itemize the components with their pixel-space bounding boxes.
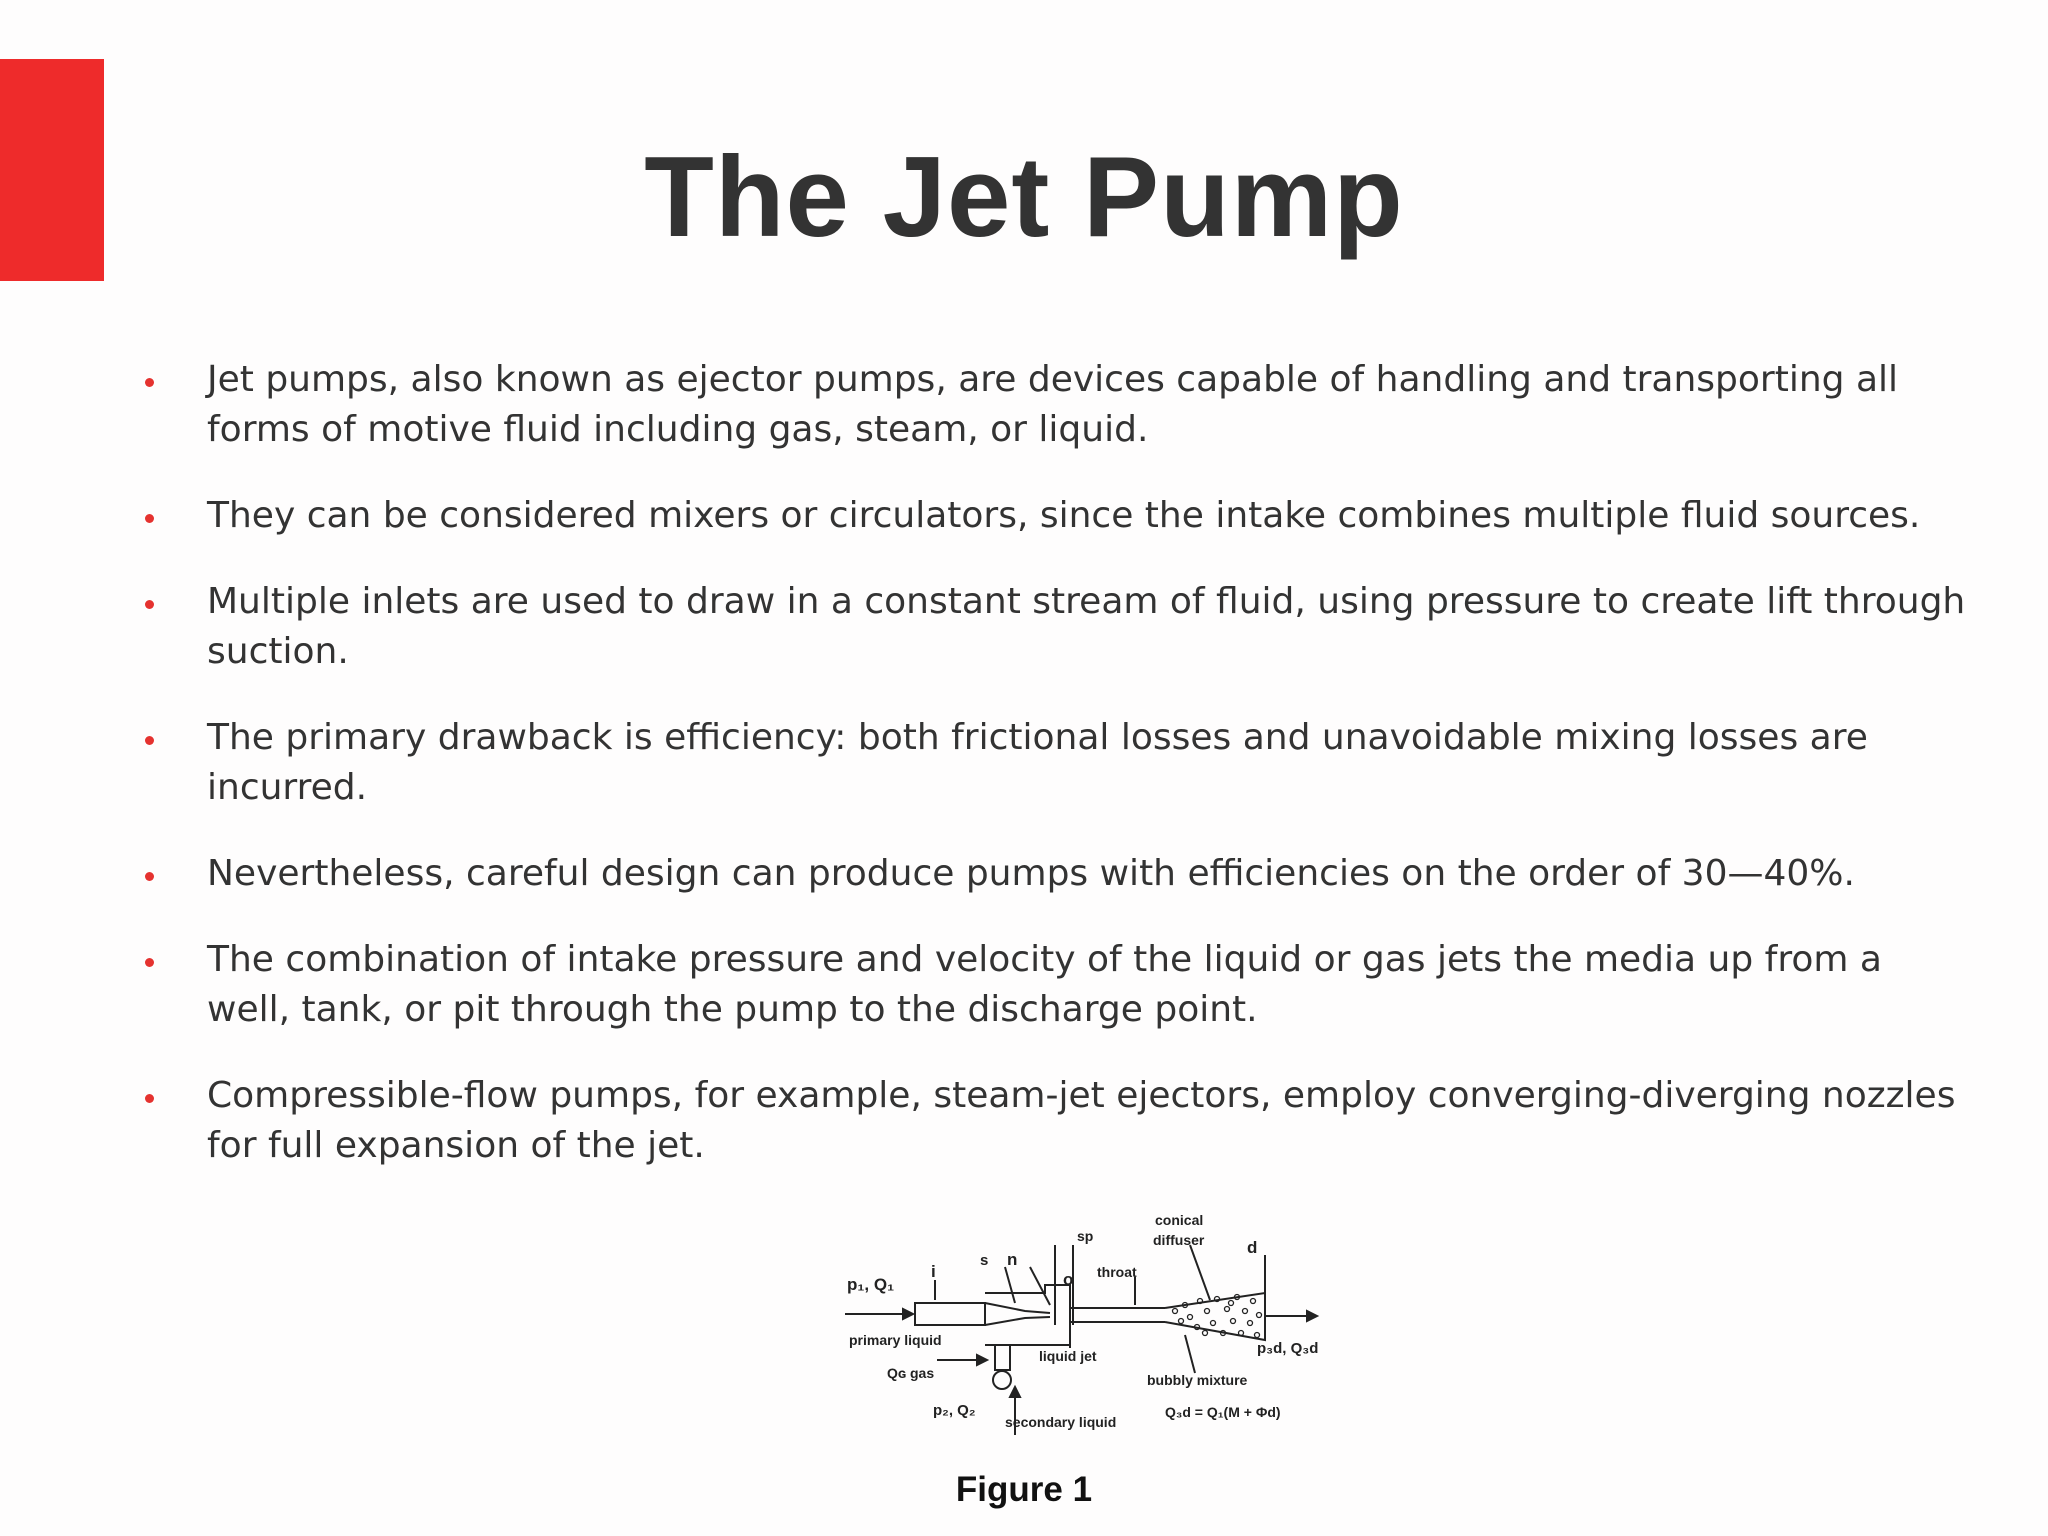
label-secondary-liquid: secondary liquid xyxy=(1005,1414,1117,1430)
label-diffuser: diffuser xyxy=(1153,1232,1205,1248)
nozzle xyxy=(985,1303,1050,1325)
leader-diffuser xyxy=(1190,1245,1210,1300)
leader-s xyxy=(1005,1267,1015,1303)
bullet-text: Compressible-flow pumps, for example, steam-jet ejectors, employ converging-diverging nozzles for full expansion of the jet. xyxy=(207,1075,1956,1166)
bullet-item xyxy=(140,849,1970,899)
bullet-text: Jet pumps, also known as ejector pumps, are devices capable of handling and transporting all forms of motive fluid including gas, steam, or liquid. xyxy=(207,359,1899,450)
bullet-text: Multiple inlets are used to draw in a constant stream of fluid, using pressure to create lift through suction. xyxy=(207,581,1966,672)
label-s: s xyxy=(980,1252,989,1269)
label-q3d-equation: Q₃d = Q₁(M + Φd) xyxy=(1165,1404,1281,1420)
suction-chamber xyxy=(985,1285,1070,1345)
bullet-item xyxy=(140,355,1970,455)
label-conical: conical xyxy=(1155,1212,1204,1228)
bullet-dot-icon xyxy=(145,514,154,523)
bullet-text: Nevertheless, careful design can produce pumps with efficiencies on the order of 30—40%. xyxy=(207,853,1855,894)
bullet-dot-icon xyxy=(145,736,154,745)
label-p1-q1: p₁, Q₁ xyxy=(847,1275,895,1294)
secondary-flow-arrowhead xyxy=(1010,1387,1020,1397)
outlet-flow-arrowhead xyxy=(1307,1311,1317,1321)
label-bubbly-mixture: bubbly mixture xyxy=(1147,1372,1248,1388)
bullet-dot-icon xyxy=(145,958,154,967)
bullet-dot-icon xyxy=(145,872,154,881)
label-o: o xyxy=(1063,1270,1074,1289)
figure-caption: Figure 1 xyxy=(955,1470,1093,1509)
bullet-dot-icon xyxy=(145,378,154,387)
jet-pump-diagram xyxy=(845,1205,1345,1445)
secondary-inlet xyxy=(995,1345,1010,1370)
label-throat: throat xyxy=(1097,1264,1137,1280)
gas-inlet-fitting xyxy=(993,1371,1011,1389)
bullet-item xyxy=(140,713,1970,813)
throat-tube xyxy=(1070,1308,1165,1322)
bullet-text: The primary drawback is efficiency: both frictional losses and unavoidable mixing losses are incurred. xyxy=(207,717,1868,808)
primary-inlet-pipe xyxy=(915,1303,985,1325)
label-n: n xyxy=(1007,1250,1018,1269)
label-p3d-q3d: p₃d, Q₃d xyxy=(1257,1340,1319,1357)
label-i: i xyxy=(931,1262,936,1281)
bullet-item xyxy=(140,935,1970,1035)
label-p2-q2: p₂, Q₂ xyxy=(933,1402,976,1419)
label-sp: sp xyxy=(1077,1228,1094,1244)
label-d: d xyxy=(1247,1238,1258,1257)
bullet-item xyxy=(140,491,1970,541)
leader-bubbly xyxy=(1185,1335,1195,1373)
jet-pump-diagram-svg xyxy=(845,1205,1345,1445)
bullet-text: They can be considered mixers or circulators, since the intake combines multiple fluid sources. xyxy=(207,495,1921,536)
bullet-list xyxy=(140,355,1970,1207)
label-liquid-jet: liquid jet xyxy=(1039,1348,1097,1364)
primary-flow-arrowhead xyxy=(903,1309,913,1319)
label-qg-gas: Qɢ gas xyxy=(887,1365,935,1381)
bullet-item xyxy=(140,577,1970,677)
slide-title: The Jet Pump xyxy=(644,134,1404,261)
bullet-text: The combination of intake pressure and velocity of the liquid or gas jets the media up from a well, tank, or pit through the pump to the discharge point. xyxy=(207,939,1882,1030)
bullet-dot-icon xyxy=(145,1094,154,1103)
bullet-dot-icon xyxy=(145,600,154,609)
bullet-item xyxy=(140,1071,1970,1171)
label-primary-liquid: primary liquid xyxy=(849,1332,942,1348)
gas-flow-arrowhead xyxy=(977,1355,987,1365)
